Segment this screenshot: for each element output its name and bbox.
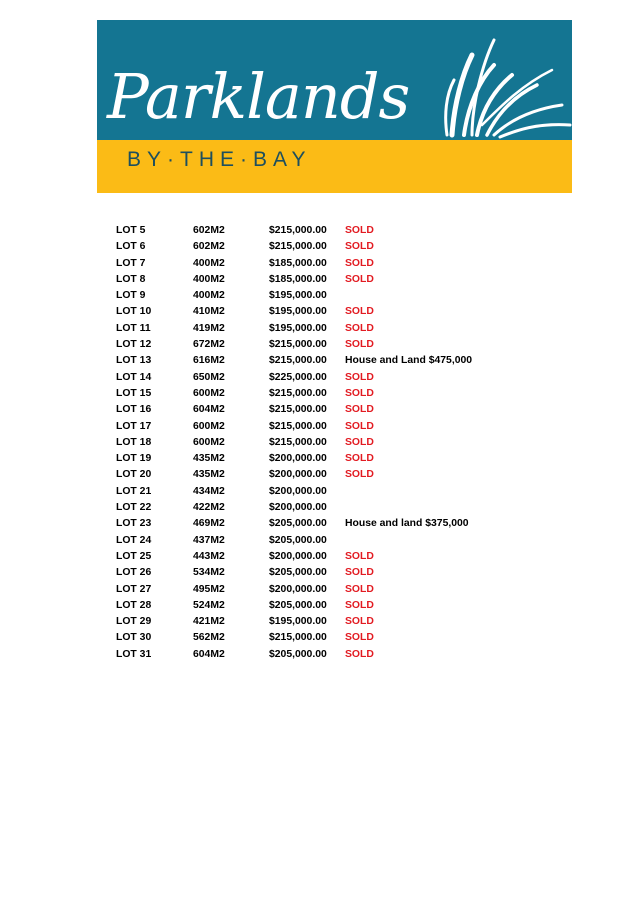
lot-number: LOT 19 bbox=[116, 453, 152, 465]
lot-price: $205,000.00 bbox=[269, 534, 327, 546]
lot-price: $215,000.00 bbox=[269, 404, 327, 416]
lot-size: 469M2 bbox=[193, 518, 225, 530]
lot-row bbox=[116, 484, 536, 500]
lot-row bbox=[116, 321, 536, 337]
lot-size: 435M2 bbox=[193, 469, 225, 481]
lot-number: LOT 24 bbox=[116, 534, 152, 546]
lot-number: LOT 13 bbox=[116, 355, 152, 367]
lot-number: LOT 16 bbox=[116, 404, 152, 416]
lot-row bbox=[116, 467, 536, 483]
lot-status: SOLD bbox=[345, 599, 374, 611]
lot-price: $215,000.00 bbox=[269, 632, 327, 644]
lot-status: SOLD bbox=[345, 648, 374, 660]
lot-size: 435M2 bbox=[193, 453, 225, 465]
lot-price: $195,000.00 bbox=[269, 306, 327, 318]
lot-number: LOT 21 bbox=[116, 485, 152, 497]
lot-size: 602M2 bbox=[193, 225, 225, 236]
lot-size: 604M2 bbox=[193, 404, 225, 416]
lot-price: $205,000.00 bbox=[269, 648, 327, 660]
lot-number: LOT 22 bbox=[116, 502, 152, 514]
lot-price: $215,000.00 bbox=[269, 339, 327, 351]
lot-status: SOLD bbox=[345, 322, 374, 334]
lot-price: $225,000.00 bbox=[269, 371, 327, 383]
lot-status: SOLD bbox=[345, 567, 374, 579]
lot-price: $215,000.00 bbox=[269, 225, 327, 236]
lot-status: SOLD bbox=[345, 469, 374, 481]
grass-logo-icon bbox=[432, 35, 572, 140]
lot-price: $215,000.00 bbox=[269, 241, 327, 253]
lot-status: SOLD bbox=[345, 583, 374, 595]
lot-status: SOLD bbox=[345, 306, 374, 318]
lot-row bbox=[116, 419, 536, 435]
lot-number: LOT 12 bbox=[116, 339, 152, 351]
lot-size: 650M2 bbox=[193, 371, 225, 383]
lot-status: SOLD bbox=[345, 436, 374, 448]
lot-price: $215,000.00 bbox=[269, 387, 327, 399]
lot-number: LOT 23 bbox=[116, 518, 152, 530]
lot-number: LOT 11 bbox=[116, 322, 151, 334]
lot-number: LOT 14 bbox=[116, 371, 152, 383]
lot-number: LOT 6 bbox=[116, 241, 146, 253]
lot-row bbox=[116, 598, 536, 614]
lot-row bbox=[116, 239, 536, 255]
lot-row bbox=[116, 565, 536, 581]
lot-status: SOLD bbox=[345, 616, 374, 628]
lot-row bbox=[116, 614, 536, 630]
lot-row bbox=[116, 582, 536, 598]
lot-row bbox=[116, 630, 536, 646]
lot-row bbox=[116, 353, 536, 369]
lot-status: SOLD bbox=[345, 632, 374, 644]
lot-size: 419M2 bbox=[193, 322, 225, 334]
lot-size: 434M2 bbox=[193, 485, 225, 497]
lot-row bbox=[116, 288, 536, 304]
lot-status: House and land $375,000 bbox=[345, 518, 469, 530]
lot-status: SOLD bbox=[345, 404, 374, 416]
lot-size: 616M2 bbox=[193, 355, 225, 367]
lot-number: LOT 7 bbox=[116, 257, 146, 269]
lot-size: 400M2 bbox=[193, 257, 225, 269]
lot-number: LOT 27 bbox=[116, 583, 152, 595]
lot-size: 443M2 bbox=[193, 550, 225, 562]
lot-number: LOT 15 bbox=[116, 387, 152, 399]
lot-status: SOLD bbox=[345, 387, 374, 399]
lot-price-list bbox=[116, 223, 536, 663]
lot-size: 437M2 bbox=[193, 534, 225, 546]
lot-status: SOLD bbox=[345, 371, 374, 383]
lot-number: LOT 26 bbox=[116, 567, 152, 579]
lot-row bbox=[116, 516, 536, 532]
lot-price: $205,000.00 bbox=[269, 567, 327, 579]
lot-status: SOLD bbox=[345, 339, 374, 351]
lot-row bbox=[116, 272, 536, 288]
lot-size: 495M2 bbox=[193, 583, 225, 595]
lot-row bbox=[116, 500, 536, 516]
lot-number: LOT 31 bbox=[116, 648, 152, 660]
brand-subtitle: BY·THE·BAY bbox=[127, 148, 312, 171]
lot-price: $195,000.00 bbox=[269, 322, 327, 334]
lot-price: $200,000.00 bbox=[269, 550, 327, 562]
lot-number: LOT 28 bbox=[116, 599, 152, 611]
lot-number: LOT 17 bbox=[116, 420, 152, 432]
lot-row bbox=[116, 337, 536, 353]
lot-price: $185,000.00 bbox=[269, 257, 327, 269]
lot-status: SOLD bbox=[345, 241, 374, 253]
brand-banner bbox=[97, 20, 572, 193]
lot-status: SOLD bbox=[345, 225, 374, 236]
lot-price: $195,000.00 bbox=[269, 616, 327, 628]
lot-row bbox=[116, 304, 536, 320]
lot-status: House and Land $475,000 bbox=[345, 355, 473, 367]
lot-size: 421M2 bbox=[193, 616, 225, 628]
lot-size: 410M2 bbox=[193, 306, 225, 318]
lot-number: LOT 20 bbox=[116, 469, 152, 481]
lot-size: 422M2 bbox=[193, 502, 225, 514]
lot-row bbox=[116, 223, 536, 239]
lot-status: SOLD bbox=[345, 273, 374, 285]
lot-row bbox=[116, 256, 536, 272]
lot-status: SOLD bbox=[345, 550, 374, 562]
lot-number: LOT 8 bbox=[116, 273, 146, 285]
lot-row bbox=[116, 451, 536, 467]
lot-number: LOT 30 bbox=[116, 632, 152, 644]
lot-price: $185,000.00 bbox=[269, 273, 327, 285]
lot-size: 602M2 bbox=[193, 241, 225, 253]
brand-title: Parklands bbox=[107, 60, 410, 133]
lot-size: 400M2 bbox=[193, 290, 225, 302]
lot-size: 600M2 bbox=[193, 420, 225, 432]
lot-size: 524M2 bbox=[193, 599, 225, 611]
lot-price: $205,000.00 bbox=[269, 518, 327, 530]
lot-number: LOT 5 bbox=[116, 225, 146, 236]
lot-price: $200,000.00 bbox=[269, 583, 327, 595]
lot-number: LOT 10 bbox=[116, 306, 152, 318]
lot-status: SOLD bbox=[345, 420, 374, 432]
lot-number: LOT 25 bbox=[116, 550, 152, 562]
lot-size: 534M2 bbox=[193, 567, 225, 579]
lot-row bbox=[116, 549, 536, 565]
lot-price: $215,000.00 bbox=[269, 420, 327, 432]
lot-number: LOT 29 bbox=[116, 616, 152, 628]
lot-status: SOLD bbox=[345, 257, 374, 269]
lot-row bbox=[116, 647, 536, 663]
lot-price: $205,000.00 bbox=[269, 599, 327, 611]
lot-size: 562M2 bbox=[193, 632, 225, 644]
lot-size: 400M2 bbox=[193, 273, 225, 285]
lot-number: LOT 9 bbox=[116, 290, 146, 302]
lot-price: $200,000.00 bbox=[269, 453, 327, 465]
lot-size: 604M2 bbox=[193, 648, 225, 660]
lot-price: $215,000.00 bbox=[269, 355, 327, 367]
lot-row bbox=[116, 435, 536, 451]
lot-size: 600M2 bbox=[193, 436, 225, 448]
lot-row bbox=[116, 370, 536, 386]
lot-size: 600M2 bbox=[193, 387, 225, 399]
lot-status: SOLD bbox=[345, 453, 374, 465]
lot-row bbox=[116, 533, 536, 549]
lot-price: $200,000.00 bbox=[269, 502, 327, 514]
lot-number: LOT 18 bbox=[116, 436, 152, 448]
lot-size: 672M2 bbox=[193, 339, 225, 351]
lot-price: $200,000.00 bbox=[269, 469, 327, 481]
lot-row bbox=[116, 402, 536, 418]
lot-price: $215,000.00 bbox=[269, 436, 327, 448]
lot-price: $195,000.00 bbox=[269, 290, 327, 302]
lot-row bbox=[116, 386, 536, 402]
lot-price: $200,000.00 bbox=[269, 485, 327, 497]
